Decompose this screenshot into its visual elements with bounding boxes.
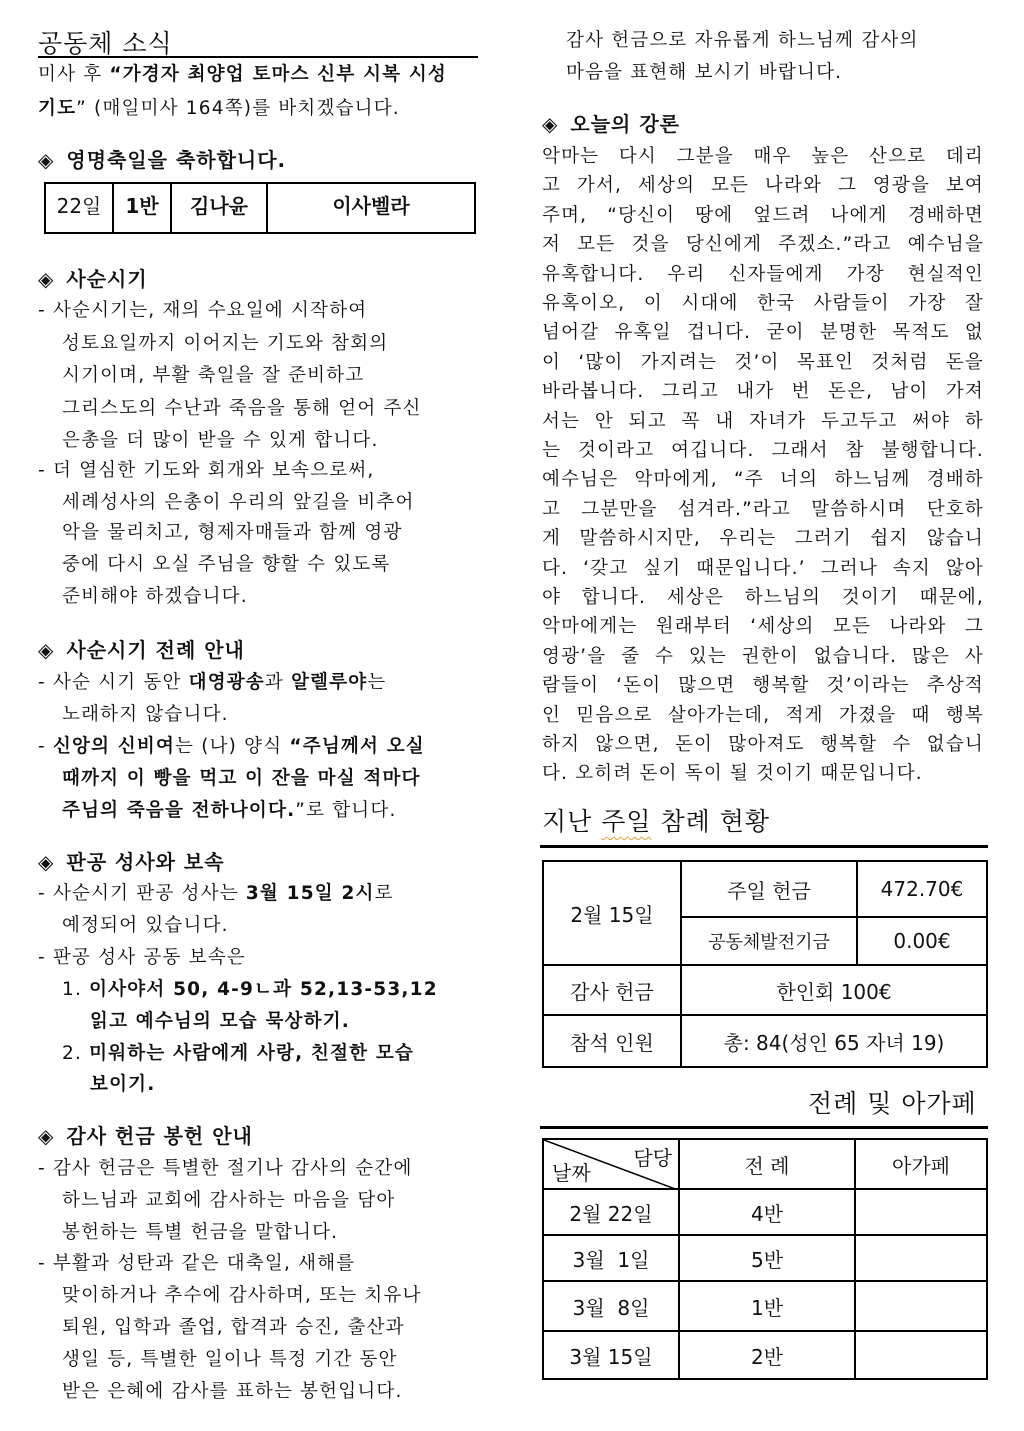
attendance-rule (540, 845, 988, 848)
penance-line-2: 예정되어 있습니다. (62, 915, 229, 936)
fund-label: 공동체발전기금 (681, 917, 857, 965)
homily-line: 유혹이오, 이 시대에 한국 사람들이 가장 잘 (542, 293, 984, 314)
fund-value: 0.00€ (857, 917, 987, 965)
homily-line: 악마는 다시 그분을 매우 높은 산으로 데리 (542, 146, 984, 167)
duty-row-liturgy: 1반 (679, 1281, 855, 1331)
title-rule (38, 56, 478, 58)
diamond-bullet-icon: ◈ (38, 267, 55, 291)
homily-line: 야 합니다. 세상은 하느님의 것이기 때문에, (542, 587, 984, 608)
duty-table (542, 1138, 988, 1380)
homily-line: 영광’을 줄 수 있는 권한이 없습니다. 많은 사 (542, 645, 984, 667)
homily-line: 악마에게는 원래부터 ‘세상의 모든 나라와 그 (542, 616, 984, 638)
attendance-date: 2월 15일 (543, 861, 681, 965)
homily-line: 저 모든 것을 당신에게 주겠소.”라고 예수님을 (542, 234, 984, 256)
homily-line: 고 그분만을 섬겨라.”라고 말씀하시며 단호하 (542, 498, 984, 520)
homily-line: 고 가서, 세상의 모든 나라와 그 영광을 보여 (542, 175, 984, 197)
liturgy-line-2: 노래하지 않습니다. (62, 704, 229, 725)
lent-line: 그리스도의 수난과 죽음을 통해 얻어 주신 (62, 398, 422, 419)
feast-date: 22일 (45, 183, 113, 233)
lent-line: 중에 다시 오실 주님을 향할 수 있도록 (62, 554, 391, 575)
feast-heading: ◈ 영명축일을 축하합니다. (38, 148, 287, 172)
attendance-count-value: 총: 84(성인 65 자녀 19) (681, 1015, 987, 1067)
penance-line-1: - 사순시기 판공 성사는 3월 15일 2시로 (38, 883, 394, 904)
sunday-offering-label: 주일 헌금 (681, 861, 857, 917)
duty-row-date: 2월 22일 (543, 1189, 679, 1235)
lent-line: 준비해야 하겠습니다. (62, 586, 248, 607)
diamond-bullet-icon: ◈ (38, 850, 55, 874)
offering-line: 맞이하거나 추수에 감사하며, 또는 치유나 (62, 1285, 422, 1306)
penance-line-6: 2. 미워하는 사람에게 사랑, 친절한 모습 (62, 1043, 414, 1064)
lent-line: - 사순시기는, 재의 수요일에 시작하여 (38, 300, 368, 321)
homily-line: 서는 안 되고 꼭 내 자녀가 두고두고 써야 하 (542, 410, 984, 432)
lent-line: 은총을 더 많이 받을 수 있게 합니다. (62, 430, 379, 451)
sunday-offering-value: 472.70€ (857, 861, 987, 917)
attendance-table (542, 860, 988, 1068)
intro-line-2 (38, 94, 400, 120)
liturgy-line-5: 주님의 죽음을 전하나이다.”로 합니다. (62, 800, 397, 821)
duty-row-liturgy: 2반 (679, 1331, 855, 1379)
intro-text: 미사 후 (38, 64, 110, 85)
penance-line-3: - 판공 성사 공동 보속은 (38, 947, 246, 968)
diamond-bullet-icon: ◈ (38, 1124, 55, 1148)
spellcheck-word: 주일 (601, 807, 652, 836)
offering-cont-line: 감사 헌금으로 자유롭게 하느님께 감사의 (566, 30, 919, 51)
homily-line: 는 것이라고 여깁니다. 그래서 참 불행합니다. (542, 440, 984, 461)
feast-name: 김나윤 (171, 183, 267, 233)
offering-line: 받은 은혜에 감사를 표하는 봉헌입니다. (62, 1381, 403, 1402)
feast-saint: 이사벨라 (267, 183, 475, 233)
duty-corner-bottom: 날짜 (552, 1161, 591, 1185)
offering-line: 퇴원, 입학과 졸업, 합격과 승진, 출산과 (62, 1317, 405, 1338)
intro-prayer-title-end: 기도 (38, 98, 77, 119)
liturgy-heading: ◈ 사순시기 전례 안내 (38, 638, 245, 662)
duty-row-agape (855, 1281, 987, 1331)
homily-line: 게 말씀하시지만, 우리는 그러기 쉽지 않습니 (542, 528, 984, 550)
offering-cont-line: 마음을 표현해 보시기 바랍니다. (566, 62, 843, 83)
homily-line: 예수님은 악마에게, “주 너의 하느님께 경배하 (542, 469, 984, 491)
intro-prayer-title: “가경자 최양업 토마스 신부 시복 시성 (109, 64, 448, 85)
homily-line: 인 믿음으로 살아가는데, 적게 가졌을 때 행복 (542, 704, 984, 726)
duty-row-date: 3월 8일 (543, 1281, 679, 1331)
feast-group: 1반 (113, 183, 171, 233)
homily-line: 주며, “당신이 땅에 엎드려 나에게 경배하면 (542, 204, 984, 226)
liturgy-line-3: - 신앙의 신비여는 (나) 양식 “주님께서 오실 (38, 736, 425, 757)
liturgy-line-4: 때까지 이 빵을 먹고 이 잔을 마실 적마다 (62, 768, 421, 789)
lent-line: 악을 물리치고, 형제자매들과 함께 영광 (62, 522, 403, 543)
penance-line-5: 읽고 예수님의 모습 묵상하기. (90, 1011, 351, 1032)
attendance-title: 지난 주일 참례 현황 (542, 807, 771, 836)
duty-corner-top: 담당 (633, 1146, 672, 1170)
duty-title: 전례 및 아가페 (808, 1089, 977, 1118)
homily-heading: ◈ 오늘의 강론 (542, 112, 680, 136)
offering-line: - 부활과 성탄과 같은 대축일, 새해를 (38, 1253, 356, 1274)
duty-row-agape (855, 1189, 987, 1235)
homily-line: 다. 오히려 돈이 독이 될 것이기 때문입니다. (542, 763, 923, 785)
duty-row-liturgy: 5반 (679, 1235, 855, 1281)
duty-col-agape: 아가페 (855, 1139, 987, 1189)
duty-row-date: 3월 1일 (543, 1235, 679, 1281)
homily-line: 다. ‘갖고 싶기 때문입니다.’ 그러나 속지 않아 (542, 557, 984, 579)
homily-line: 넘어갈 유혹일 겁니다. 굳이 분명한 목적도 없 (542, 322, 984, 344)
offering-line: - 감사 헌금은 특별한 절기나 감사의 순간에 (38, 1158, 413, 1179)
offering-line: 생일 등, 특별한 일이나 특정 기간 동안 (62, 1349, 398, 1370)
penance-line-4: 1. 이사야서 50, 4-9ㄴ과 52,13-53,12 (62, 979, 438, 1000)
duty-row-date: 3월 15일 (543, 1331, 679, 1379)
diamond-bullet-icon: ◈ (38, 638, 55, 662)
duty-corner-cell (543, 1139, 679, 1189)
offering-heading: ◈ 감사 헌금 봉헌 안내 (38, 1124, 253, 1148)
penance-line-7: 보이기. (90, 1074, 156, 1095)
thanks-offering-value: 한인회 100€ (681, 965, 987, 1015)
duty-row-liturgy: 4반 (679, 1189, 855, 1235)
penance-heading: ◈ 판공 성사와 보속 (38, 850, 225, 874)
diamond-bullet-icon: ◈ (38, 148, 55, 172)
thanks-offering-label: 감사 헌금 (543, 965, 681, 1015)
offering-line: 봉헌하는 특별 헌금을 말합니다. (62, 1222, 339, 1243)
offering-line: 하느님과 교회에 감사하는 마음을 담아 (62, 1190, 396, 1211)
lent-line: 시기이며, 부활 축일을 잘 준비하고 (62, 365, 365, 386)
homily-line: 바라봅니다. 그리고 내가 번 돈은, 남이 가져 (542, 381, 984, 403)
lent-line: - 더 열심한 기도와 회개와 보속으로써, (38, 460, 375, 481)
duty-row-agape (855, 1235, 987, 1281)
community-news-title: 공동체 소식 (38, 29, 173, 58)
diamond-bullet-icon: ◈ (542, 112, 559, 136)
intro-line-1 (38, 60, 447, 86)
liturgy-line-1: - 사순 시기 동안 대영광송과 알렐루야는 (38, 672, 387, 693)
homily-line: 하지 않으면, 돈이 많아져도 행복할 수 없습니 (542, 734, 984, 755)
lent-line: 세례성사의 은총이 우리의 앞길을 비추어 (62, 492, 415, 513)
duty-rule (540, 1126, 988, 1129)
homily-line: 이 ‘많이 가지려는 것’이 목표인 것처럼 돈을 (542, 351, 984, 373)
feast-table (44, 182, 476, 234)
intro-text-end: ” (매일미사 164쪽)를 바치겠습니다. (76, 98, 400, 119)
lent-line: 성토요일까지 이어지는 기도와 참회의 (62, 333, 389, 354)
attendance-count-label: 참석 인원 (543, 1015, 681, 1067)
duty-row-agape (855, 1331, 987, 1379)
homily-line: 람들이 ‘돈이 많으면 행복할 것’이라는 추상적 (542, 675, 984, 697)
homily-line: 유혹합니다. 우리 신자들에게 가장 현실적인 (542, 263, 984, 285)
duty-col-liturgy: 전 례 (679, 1139, 855, 1189)
lent-heading: ◈ 사순시기 (38, 267, 148, 291)
